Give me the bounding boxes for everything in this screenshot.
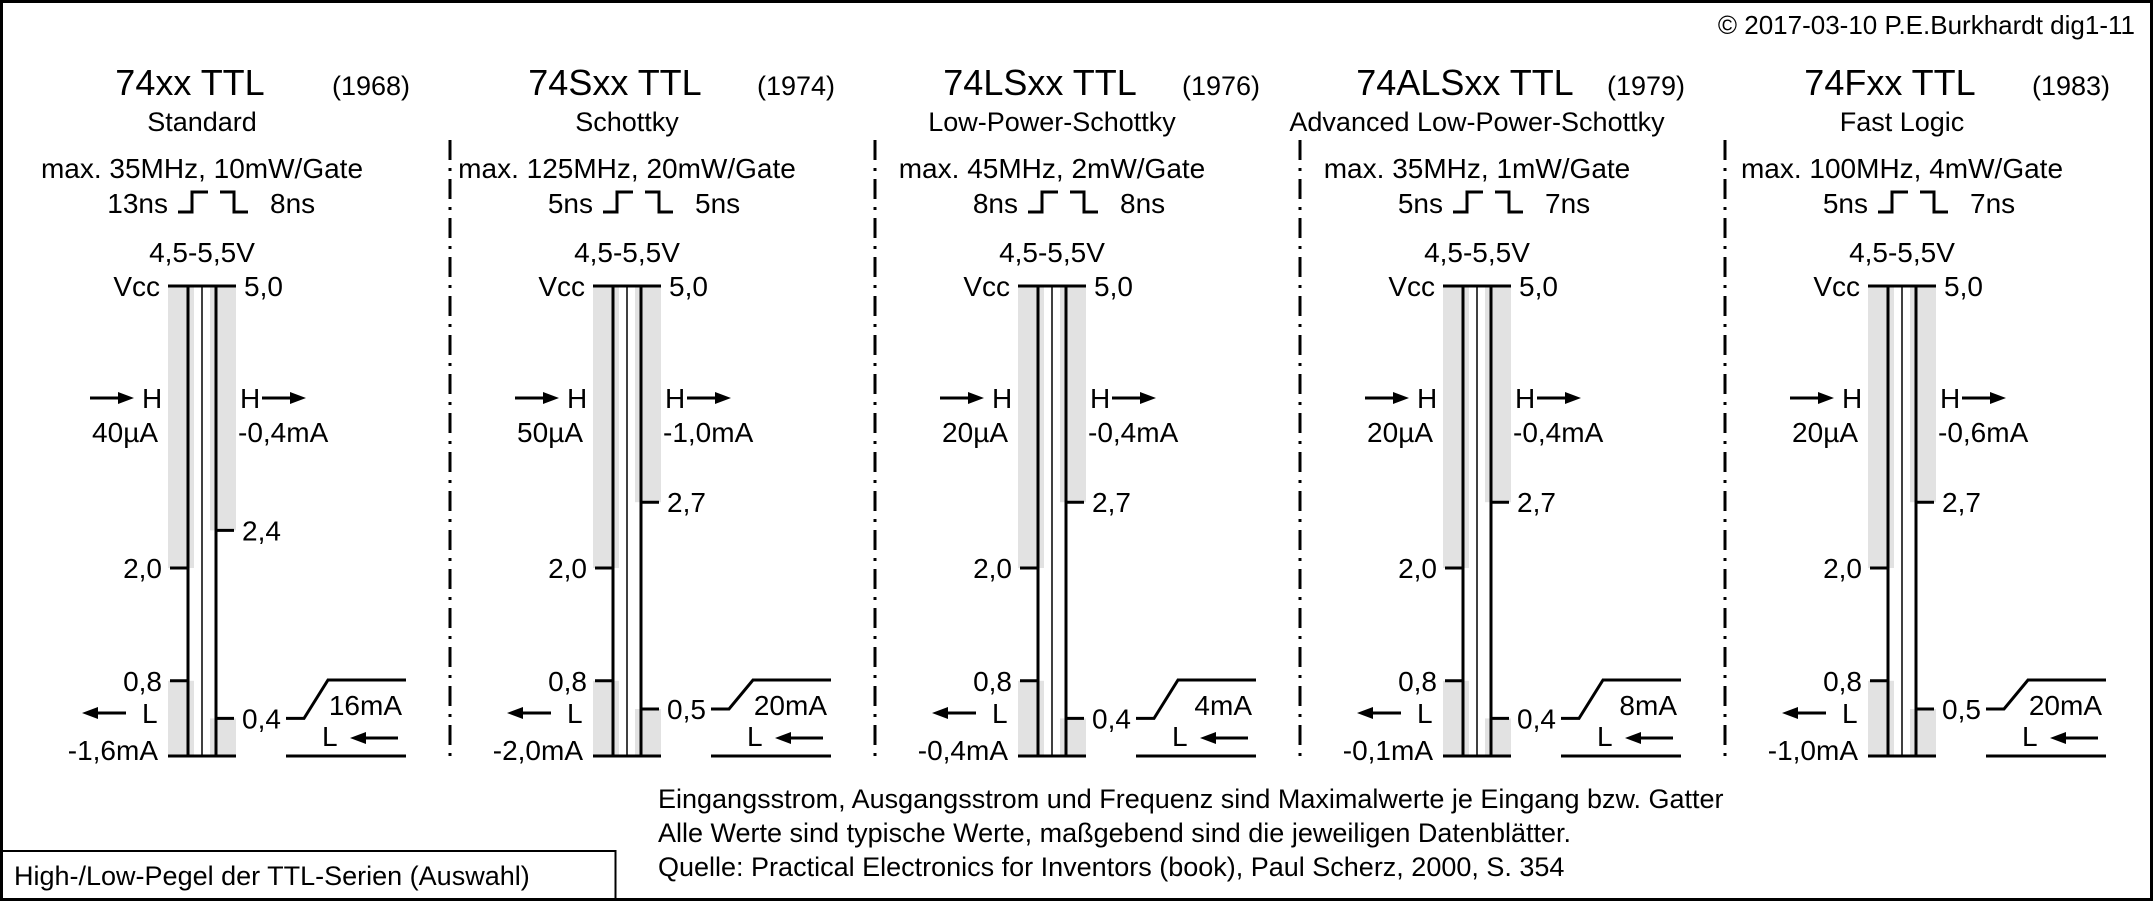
series-3-input-low-current: -0,4mA [917, 735, 1008, 766]
series-4-vol-label: 0,4 [1517, 703, 1556, 735]
series-4-supply-range: 4,5-5,5V [1424, 237, 1530, 268]
series-4-vih-label: 2,0 [1398, 553, 1437, 584]
series-3-vol-label: 0,4 [1092, 703, 1131, 735]
series-2-input-high-label: H [567, 383, 588, 414]
series-5-input-low-label: L [1842, 698, 1858, 729]
series-5-supply-range: 4,5-5,5V [1849, 237, 1955, 268]
series-1-output-low-current: 16mA [328, 690, 402, 721]
series-2-output-high-band [635, 286, 661, 502]
series-2-year: (1974) [757, 71, 836, 101]
series-3-output-high-label: H [1090, 383, 1111, 414]
series-1-input-low-label: L [142, 698, 158, 729]
series-5-vih-label: 2,0 [1823, 553, 1862, 584]
series-3-supply-range: 4,5-5,5V [999, 237, 1105, 268]
series-5-vol-label: 0,5 [1942, 694, 1981, 725]
series-2-vih-label: 2,0 [548, 553, 587, 584]
series-1-subtitle: Standard [147, 107, 257, 137]
series-3-subtitle: Low-Power-Schottky [928, 107, 1176, 137]
series-4-title: 74ALSxx TTL [1356, 62, 1574, 103]
series-1-vil-label: 0,8 [123, 665, 162, 697]
series-2-output-high-current: -1,0mA [663, 417, 754, 448]
series-1-input-low-current: -1,6mA [67, 735, 158, 766]
series-3-input-low-band [1018, 681, 1044, 756]
series-5-input-high-current: 20µA [1792, 417, 1858, 448]
series-5-output-high-label: H [1940, 383, 1961, 414]
series-1-vcc-value: 5,0 [244, 271, 283, 302]
series-3-vcc-label: Vcc [963, 271, 1010, 302]
series-5-output-high-band [1910, 286, 1936, 502]
series-1-vih-label: 2,0 [123, 553, 162, 584]
series-1-spec: max. 35MHz, 10mW/Gate [40, 153, 364, 184]
series-1-rise-time: 13ns [107, 188, 168, 219]
series-3-spec: max. 45MHz, 2mW/Gate [898, 153, 1206, 184]
series-2-output-low-label: L [747, 721, 763, 752]
note-line-3: Quelle: Practical Electronics for Inventors (book), Paul Scherz, 2000, S. 354 [658, 852, 1565, 882]
series-3-voh-label: 2,7 [1092, 487, 1131, 519]
series-5-rise-time: 5ns [1822, 188, 1868, 219]
series-3-title: 74LSxx TTL [943, 62, 1137, 103]
series-2-vcc-label: Vcc [538, 271, 585, 302]
series-1-vcc-label: Vcc [113, 271, 160, 302]
series-2-output-low-current: 20mA [753, 690, 827, 721]
series-4-subtitle: Advanced Low-Power-Schottky [1289, 107, 1665, 137]
series-2-rise-time: 5ns [547, 188, 593, 219]
series-2-title: 74Sxx TTL [528, 62, 702, 103]
series-2-output-low-band [635, 709, 661, 756]
series-5-output-low-current: 20mA [2028, 690, 2102, 721]
series-4-input-high-current: 20µA [1367, 417, 1433, 448]
series-2-vcc-value: 5,0 [669, 271, 708, 302]
series-1-voh-label: 2,4 [242, 515, 281, 547]
series-5-vcc-label: Vcc [1813, 271, 1860, 302]
series-2-voh-label: 2,7 [667, 487, 706, 519]
series-3-vil-label: 0,8 [973, 665, 1012, 697]
series-4-fall-time: 7ns [1545, 188, 1591, 219]
series-1-input-high-band [168, 286, 194, 568]
series-2-supply-range: 4,5-5,5V [574, 237, 680, 268]
series-3-output-high-band [1060, 286, 1086, 502]
series-4-input-high-label: H [1417, 383, 1438, 414]
note-line-2: Alle Werte sind typische Werte, maßgebend sind die jeweiligen Datenblätter. [658, 818, 1571, 848]
copyright: © 2017-03-10 P.E.Burkhardt dig1-11 [1717, 10, 2135, 40]
series-4-vcc-label: Vcc [1388, 271, 1435, 302]
series-5-year: (1983) [2032, 71, 2111, 101]
series-2-output-high-label: H [665, 383, 686, 414]
series-4-year: (1979) [1607, 71, 1686, 101]
series-4-voh-label: 2,7 [1517, 487, 1556, 519]
series-1-fall-time: 8ns [270, 188, 316, 219]
series-4-output-high-label: H [1515, 383, 1536, 414]
series-4-output-low-label: L [1597, 721, 1613, 752]
series-2-input-high-current: 50µA [517, 417, 583, 448]
series-3-output-low-label: L [1172, 721, 1188, 752]
series-3-output-high-current: -0,4mA [1088, 417, 1179, 448]
series-3-vcc-value: 5,0 [1094, 271, 1133, 302]
series-5-subtitle: Fast Logic [1839, 107, 1965, 137]
series-3-year: (1976) [1182, 71, 1261, 101]
series-3-output-low-current: 4mA [1194, 690, 1252, 721]
series-1-output-high-current: -0,4mA [238, 417, 329, 448]
series-5-input-low-band [1868, 681, 1894, 756]
series-5-output-low-label: L [2022, 721, 2038, 752]
series-3-output-low-band [1060, 718, 1086, 756]
series-4-output-low-current: 8mA [1619, 690, 1677, 721]
series-4-vil-label: 0,8 [1398, 665, 1437, 697]
caption: High-/Low-Pegel der TTL-Serien (Auswahl) [14, 861, 530, 891]
series-3-input-high-band [1018, 286, 1044, 568]
series-5-input-high-label: H [1842, 383, 1863, 414]
series-1-input-high-label: H [142, 383, 163, 414]
series-1-input-high-current: 40µA [92, 417, 158, 448]
series-5-spec: max. 100MHz, 4mW/Gate [1740, 153, 2064, 184]
series-5-output-low-band [1910, 709, 1936, 756]
series-1-title: 74xx TTL [115, 62, 265, 103]
series-1-year: (1968) [332, 71, 411, 101]
series-2-fall-time: 5ns [695, 188, 741, 219]
series-3-rise-time: 8ns [972, 188, 1018, 219]
series-2-input-low-band [593, 681, 619, 756]
series-5-input-low-current: -1,0mA [1767, 735, 1858, 766]
series-1-output-high-label: H [240, 383, 261, 414]
series-5-vcc-value: 5,0 [1944, 271, 1983, 302]
series-4-output-high-current: -0,4mA [1513, 417, 1604, 448]
series-4-vcc-value: 5,0 [1519, 271, 1558, 302]
series-2-input-low-label: L [567, 698, 583, 729]
series-2-input-high-band [593, 286, 619, 568]
series-1-output-low-label: L [322, 721, 338, 752]
series-4-output-low-band [1485, 718, 1511, 756]
series-2-spec: max. 125MHz, 20mW/Gate [458, 153, 796, 184]
series-3-fall-time: 8ns [1120, 188, 1166, 219]
series-1-output-low-band [210, 718, 236, 756]
series-3-input-high-current: 20µA [942, 417, 1008, 448]
series-4-input-low-current: -0,1mA [1342, 735, 1433, 766]
series-4-output-high-band [1485, 286, 1511, 502]
series-2-subtitle: Schottky [575, 107, 679, 137]
series-5-output-high-current: -0,6mA [1938, 417, 2029, 448]
series-1-vol-label: 0,4 [242, 703, 281, 735]
series-1-supply-range: 4,5-5,5V [149, 237, 255, 268]
series-5-input-high-band [1868, 286, 1894, 568]
series-4-rise-time: 5ns [1397, 188, 1443, 219]
series-4-spec: max. 35MHz, 1mW/Gate [1323, 153, 1631, 184]
series-2-vil-label: 0,8 [548, 665, 587, 697]
series-4-input-low-band [1443, 681, 1469, 756]
series-2-vol-label: 0,5 [667, 694, 706, 725]
series-5-voh-label: 2,7 [1942, 487, 1981, 519]
series-5-fall-time: 7ns [1970, 188, 2016, 219]
series-2-input-low-current: -2,0mA [492, 735, 583, 766]
series-3-input-high-label: H [992, 383, 1013, 414]
series-1-input-low-band [168, 681, 194, 756]
note-line-1: Eingangsstrom, Ausgangsstrom und Frequenz sind Maximalwerte je Eingang bzw. Gatter [658, 784, 1724, 814]
series-5-vil-label: 0,8 [1823, 665, 1862, 697]
series-3-vih-label: 2,0 [973, 553, 1012, 584]
series-4-input-high-band [1443, 286, 1469, 568]
series-4-input-low-label: L [1417, 698, 1433, 729]
series-1-output-high-band [210, 286, 236, 530]
series-3-input-low-label: L [992, 698, 1008, 729]
series-5-title: 74Fxx TTL [1804, 62, 1976, 103]
